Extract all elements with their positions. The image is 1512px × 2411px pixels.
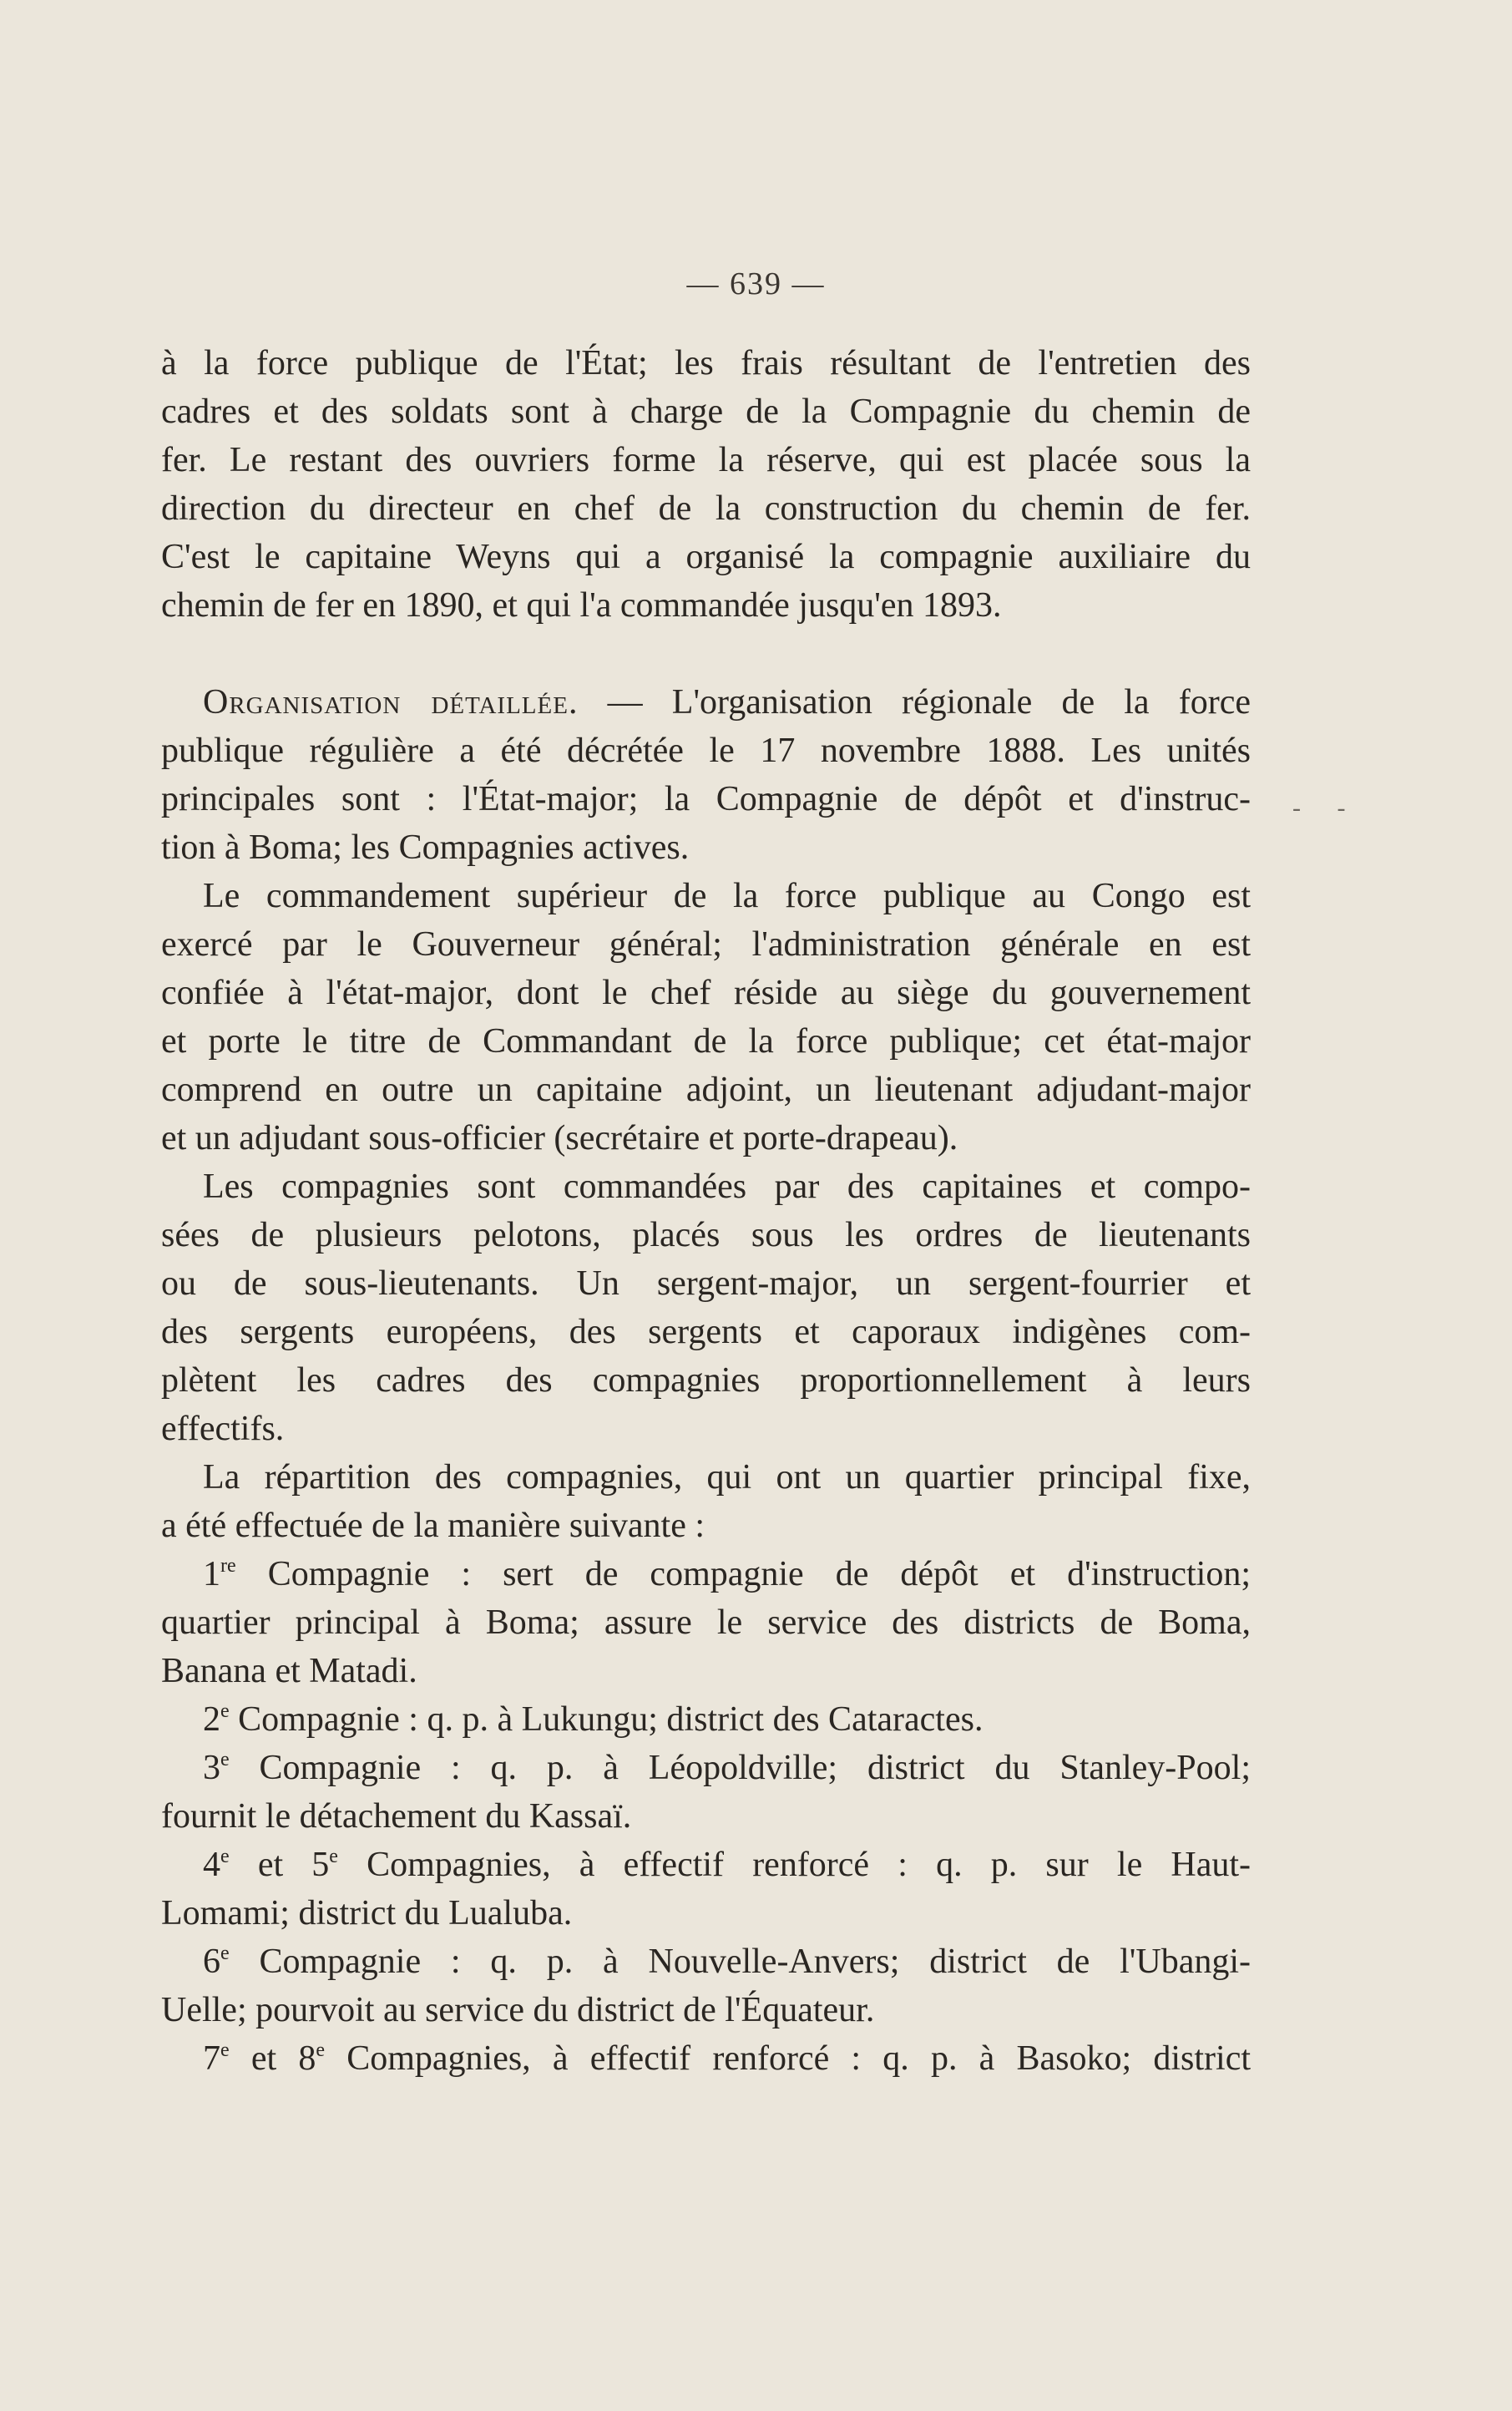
text-line: sées de plusieurs pelotons, placés sous les ordres de lieutenants (161, 1216, 1251, 1254)
section-heading: Organisation détaillée. (203, 683, 579, 722)
ordinal-suffix: re (220, 1555, 236, 1577)
list-item-line (161, 1841, 1251, 1889)
section-gap (161, 630, 1251, 678)
list-item-line (161, 1744, 1251, 1792)
text-line: et un adjudant sous-officier (secrétaire et porte-drapeau). (161, 1119, 958, 1157)
text-line: Banana et Matadi. (161, 1652, 417, 1690)
list-item-line (161, 1695, 1251, 1744)
text-line: Le commandement supérieur de la force publique au Congo est (203, 877, 1251, 915)
text-line: La répartition des compagnies, qui ont un quartier principal fixe, (203, 1458, 1251, 1497)
ordinal: 7 (203, 2039, 220, 2078)
text-fragment: Compagnies, à effectif renforcé : q. p. à Basoko; district (325, 2039, 1251, 2078)
text-line: tion à Boma; les Compagnies actives. (161, 828, 690, 867)
ordinal-suffix: e (220, 1846, 230, 1867)
text-line: quartier principal à Boma; assure le service des districts de Boma, (161, 1603, 1251, 1642)
ordinal-suffix: e (220, 1942, 230, 1964)
text-fragment: — L'organisation régionale de la force (578, 683, 1251, 722)
text-line: chemin de fer en 1890, et qui l'a commandée jusqu'en 1893. (161, 586, 1002, 625)
ordinal-suffix: e (220, 1749, 230, 1770)
ordinal: 1 (203, 1555, 220, 1593)
list-item-line (161, 1937, 1251, 1986)
text-fragment: Compagnie : q. p. à Nouvelle-Anvers; district de l'Ubangi- (229, 1942, 1251, 1981)
ordinal: 6 (203, 1942, 220, 1981)
ordinal: 8 (298, 2039, 316, 2078)
text-fragment: Compagnies, à effectif renforcé : q. p. sur le Haut- (337, 1846, 1251, 1884)
page-number: — 639 — (686, 266, 826, 301)
text-line: des sergents européens, des sergents et caporaux indigènes com- (161, 1313, 1251, 1351)
text-line: a été effectuée de la manière suivante : (161, 1507, 705, 1545)
text-line: fournit le détachement du Kassaï. (161, 1797, 632, 1836)
ordinal-suffix: e (316, 2039, 326, 2061)
text-line: et porte le titre de Commandant de la force publique; cet état-major (161, 1022, 1251, 1061)
text-line: Les compagnies sont commandées par des capitaines et compo- (203, 1168, 1251, 1206)
ordinal-suffix: e (220, 1700, 230, 1722)
text-fragment: et (229, 2039, 299, 2078)
list-item-line (161, 1550, 1251, 1598)
text-fragment: Compagnie : q. p. à Léopoldville; district du Stanley-Pool; (229, 1749, 1251, 1787)
text-line: Uelle; pourvoit au service du district de l'Équateur. (161, 1991, 875, 2029)
text-line: cadres et des soldats sont à charge de la Compagnie du chemin de (161, 393, 1251, 431)
ordinal: 4 (203, 1846, 220, 1884)
body-text (161, 339, 1251, 2083)
text-line: fer. Le restant des ouvriers forme la réserve, qui est placée sous la (161, 441, 1251, 479)
text-line: Lomami; district du Lualuba. (161, 1894, 573, 1932)
text-fragment: Compagnie : sert de compagnie de dépôt et d'instruction; (235, 1555, 1251, 1593)
text-line: direction du directeur en chef de la construction du chemin de fer. (161, 489, 1251, 528)
text-line: plètent les cadres des compagnies proportionnellement à leurs (161, 1361, 1251, 1400)
text-line: comprend en outre un capitaine adjoint, un lieutenant adjudant-major (161, 1071, 1251, 1109)
text-fragment: Compagnie : q. p. à Lukungu; district des Cataractes. (229, 1700, 984, 1739)
text-fragment: et (229, 1846, 312, 1884)
marginal-mark: - - (1292, 794, 1361, 822)
text-line: effectifs. (161, 1410, 285, 1448)
text-line: confiée à l'état-major, dont le chef réside au siège du gouvernement (161, 974, 1251, 1012)
text-line: exercé par le Gouverneur général; l'administration générale en est (161, 925, 1251, 964)
text-line: ou de sous-lieutenants. Un sergent-major, un sergent-fourrier et (161, 1264, 1251, 1303)
ordinal: 2 (203, 1700, 220, 1739)
ordinal: 3 (203, 1749, 220, 1787)
list-item-line (161, 2034, 1251, 2083)
text-line: C'est le capitaine Weyns qui a organisé la compagnie auxiliaire du (161, 538, 1251, 576)
text-line: à la force publique de l'État; les frais résultant de l'entretien des (161, 344, 1251, 382)
section-heading-line (161, 678, 1251, 727)
text-line: publique régulière a été décrétée le 17 novembre 1888. Les unités (161, 732, 1251, 770)
ordinal-suffix: e (329, 1846, 338, 1867)
text-line: principales sont : l'État-major; la Compagnie de dépôt et d'instruc- (161, 780, 1251, 818)
ordinal: 5 (311, 1846, 330, 1884)
ordinal-suffix: e (220, 2039, 230, 2061)
